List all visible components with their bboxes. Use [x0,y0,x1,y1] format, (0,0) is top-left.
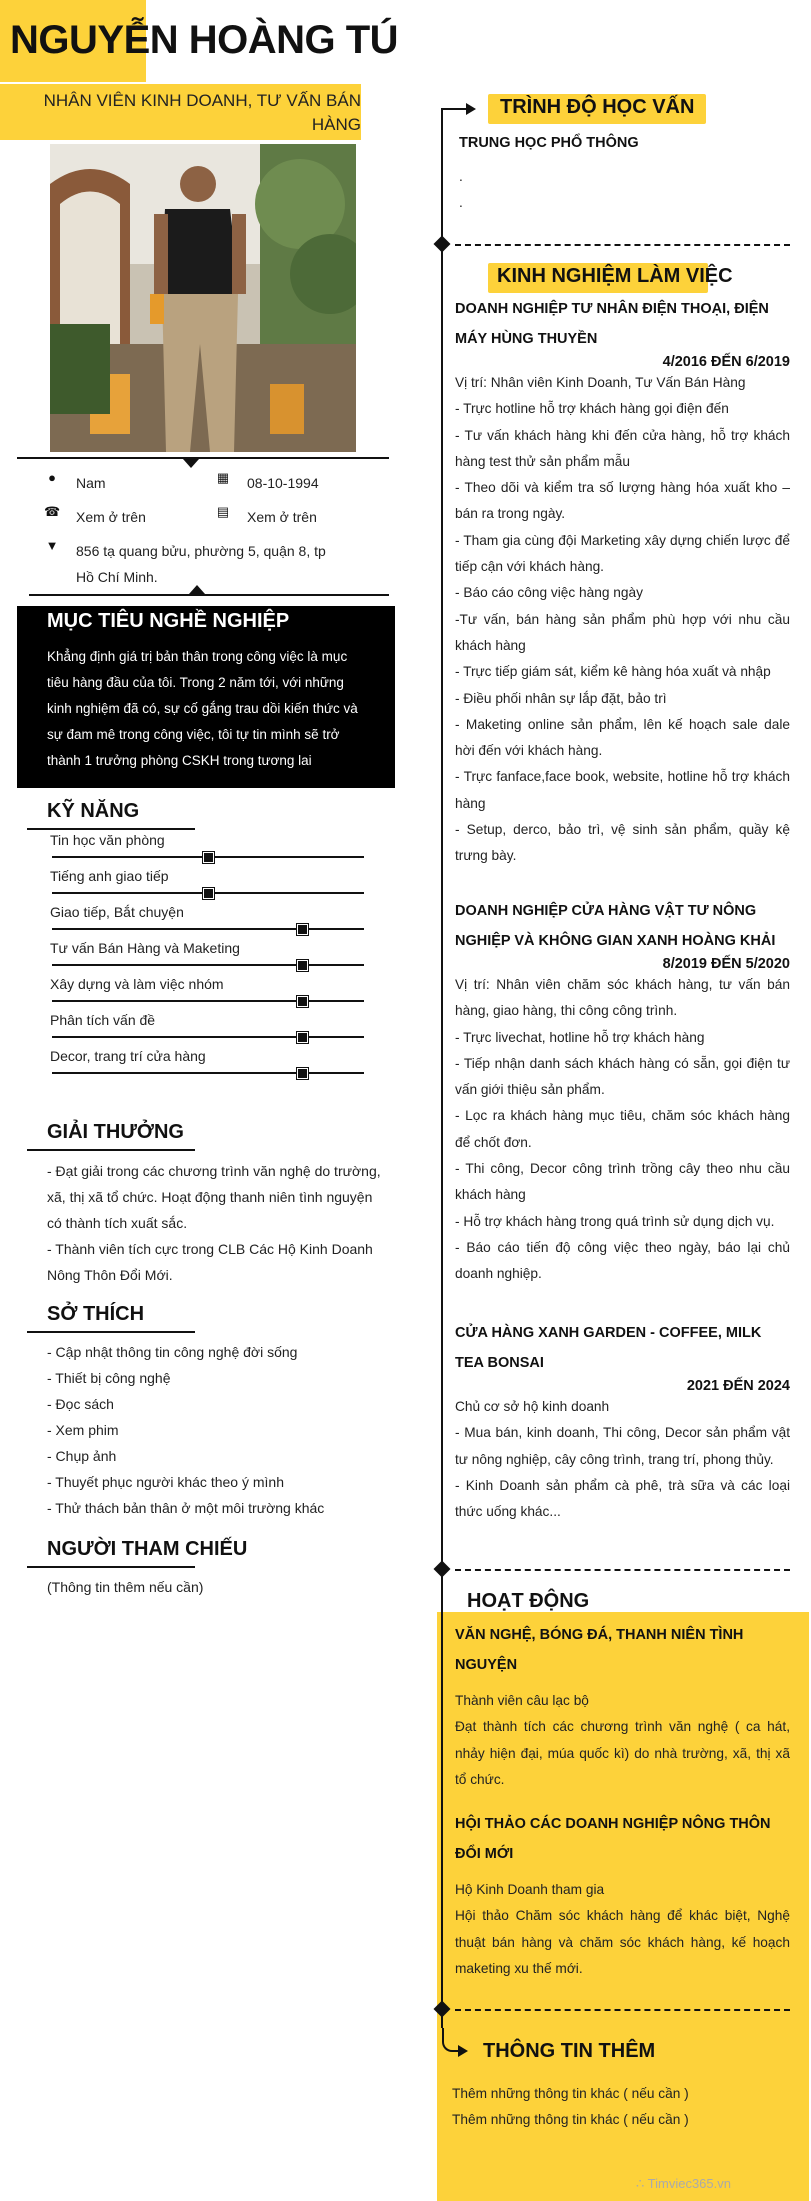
phone-icon: ☎ [44,504,61,519]
phone-value: Xem ở trên [76,509,146,525]
job-company: DOANH NGHIỆP CỬA HÀNG VẬT TƯ NÔNG NGHIỆP VÀ KHÔNG GIAN XANH HOÀNG KHẢI [455,903,776,949]
hobbies-title: SỞ THÍCH [47,1303,145,1325]
skill-track [52,1036,364,1038]
skill-track [52,1072,364,1074]
skill-label: Tin học văn phòng [50,832,165,848]
job-detail: - Mua bán, kinh doanh, Thi công, Decor sản phẩm vật tư nông nghiệp, cây công trình, trang trí, phong thủy. [455,1425,790,1467]
skill-track [52,964,364,966]
hobby-item: - Xem phim [47,1422,119,1438]
activity-heading: VĂN NGHỆ, BÓNG ĐÁ, THANH NIÊN TÌNH NGUYỆN [455,1627,744,1673]
more-info-line: Thêm những thông tin khác ( nếu cần ) [452,2112,689,2127]
skill-track [52,1000,364,1002]
skills-title: KỸ NĂNG [47,800,140,822]
address-value: 856 tạ quang bửu, phường 5, quận 8, tp Hồ Chí Minh. [76,543,326,585]
skill-label: Xây dựng và làm việc nhóm [50,976,224,992]
hobby-item: - Thiết bị công nghệ [47,1370,171,1386]
job-date: 8/2019 ĐẾN 5/2020 [662,956,790,972]
skill-label: Tiếng anh giao tiếp [50,868,169,884]
activity-entry [455,1809,790,1982]
activity-entry [455,1620,790,1793]
watermark [636,2176,731,2192]
timeline-node [434,236,451,253]
job-detail: - Tham gia cùng đội Marketing xây dựng chiến lược để tiếp cận với khách hàng. [455,532,790,575]
divider-pointer-up [189,585,205,594]
job-detail: - Điều phối nhân sự lắp đặt, bảo trì [455,690,667,706]
dots-icon: ∴ [636,2176,648,2191]
timeline-arrow [443,108,467,110]
awards-list [47,1158,383,1288]
skill-level-marker [297,996,308,1007]
activity-role: Thành viên câu lạc bộ [455,1693,589,1708]
job-company: DOANH NGHIỆP TƯ NHÂN ĐIỆN THOẠI, ĐIỆN MÁY HÙNG THUYỀN [455,301,769,347]
job-detail: - Kinh Doanh sản phẩm cà phê, trà sữa và các loại thức uống khác... [455,1477,790,1520]
hobbies-underline [27,1331,195,1333]
avatar [50,144,356,452]
job-detail: - Setup, derco, bảo trì, vệ sinh sản phẩm, quầy kệ trưng bày. [455,822,790,864]
job-detail: - Trực tiếp giám sát, kiểm kê hàng hóa xuất và nhập [455,664,771,680]
job-detail: - Trực fanface,face book, website, hotline hỗ trợ khách hàng [455,769,790,811]
divider-pointer [183,459,199,468]
more-info-line: Thêm những thông tin khác ( nếu cần ) [452,2086,689,2101]
job-detail: -Tư vấn, bán hàng sản phẩm phù hợp với nhu cầu khách hàng [455,611,790,653]
job-detail: - Hỗ trợ khách hàng trong quá trình sử dụng dịch vụ. [455,1213,775,1229]
objective-text: Khẳng định giá trị bản thân trong công việc là mục tiêu hàng đầu của tôi. Trong 2 năm tới, với những kinh nghiệm đã có, sự cố gắng trau dồi kiến thức và sự đam mê trong công việc, tôi tự tin mình sẽ trở thành 1 trưởng phòng CSKH trong tương lai [47,649,358,768]
job-detail: - Báo cáo tiến độ công việc theo ngày, báo lại chủ doanh nghiệp. [455,1239,790,1282]
references-title: NGƯỜI THAM CHIẾU [47,1538,248,1560]
experience-title: KINH NGHIỆM LÀM VIỆC [497,265,733,287]
skill-label: Phân tích vấn đề [50,1012,156,1028]
skill-label: Tư vấn Bán Hàng và Maketing [50,940,240,956]
activity-text: Hội thảo Chăm sóc khách hàng để khác biệt, Nghệ thuật bán hàng và chăm sóc khách hàng, kế hoạch maketing xu thế mới. [455,1908,790,1976]
job-detail: Vị trí: Nhân viên Kinh Doanh, Tư Vấn Bán Hàng [455,375,746,390]
email-value: Xem ở trên [247,509,317,525]
job-date: 4/2016 ĐẾN 6/2019 [662,354,790,370]
hobbies-list [47,1339,383,1521]
email-icon: ▤ [216,504,230,519]
awards-underline [27,1149,195,1151]
activity-text: Đạt thành tích các chương trình văn nghệ ( ca hát, nhảy hiện đại, múa quốc kì) do nhà trường, xã, thị xã tổ chức. [455,1719,790,1787]
education-line: . [459,195,463,210]
watermark-text: Timviec365.vn [647,2176,731,2191]
skill-level-marker [203,888,214,899]
skill-label: Decor, trang trí cửa hàng [50,1048,206,1064]
user-icon: ● [48,470,56,485]
section-divider [455,244,790,246]
activity-heading: HỘI THẢO CÁC DOANH NGHIỆP NÔNG THÔN ĐỔI MỚI [455,1816,771,1862]
skills-underline [27,828,195,830]
references-underline [27,1566,195,1568]
education-school: TRUNG HỌC PHỔ THÔNG [459,135,639,151]
skill-level-marker [297,924,308,935]
skill-track [52,928,364,930]
job-detail: Chủ cơ sở hộ kinh doanh [455,1399,610,1414]
references-text: (Thông tin thêm nếu cần) [47,1579,204,1595]
job-detail: - Thi công, Decor công trình trồng cây theo nhu cầu khách hàng [455,1161,790,1203]
info-bottom-divider [29,594,389,596]
timeline-node [434,1561,451,1578]
skill-level-marker [297,1032,308,1043]
objective-title: MỤC TIÊU NGHỀ NGHIỆP [47,610,290,632]
hobby-item: - Đọc sách [47,1396,114,1412]
skill-label: Giao tiếp, Bắt chuyện [50,904,184,920]
section-divider [455,1569,790,1571]
job-detail: - Maketing online sản phẩm, lên kế hoạch sale dale hời đến với khách hàng. [455,716,790,759]
location-icon: ▼ [45,538,59,553]
profile-photo [50,144,356,452]
job-entry [455,1318,790,1525]
job-detail: - Tư vấn khách hàng khi đến cửa hàng, hỗ trợ khách hàng test thử sản phẩm mẫu [455,427,790,469]
job-detail: - Trực livechat, hotline hỗ trợ khách hàng [455,1029,705,1045]
timeline-line [441,108,443,2028]
section-divider [455,2009,790,2011]
hobby-item: - Thử thách bản thân ở một môi trường khác [47,1500,325,1516]
activity-role: Hộ Kinh Doanh tham gia [455,1882,605,1897]
job-entry [455,896,790,1288]
education-title: TRÌNH ĐỘ HỌC VẤN [500,96,695,118]
candidate-name: NGUYỄN HOÀNG TÚ [10,18,399,62]
arrow-icon [458,2045,468,2057]
job-title: NHÂN VIÊN KINH DOANH, TƯ VẤN BÁN HÀNG [43,91,361,134]
job-detail: - Tiếp nhận danh sách khách hàng có sẵn, gọi điện tư vấn giới thiệu sản phẩm. [455,1055,790,1098]
activities-title: HOẠT ĐỘNG [467,1590,590,1612]
skill-level-marker [203,852,214,863]
skill-level-marker [297,960,308,971]
info-top-divider [17,457,389,459]
job-company: CỬA HÀNG XANH GARDEN - COFFEE, MILK TEA BONSAI [455,1325,762,1371]
birthday-value: 08-10-1994 [247,475,319,491]
hobby-item: - Cập nhật thông tin công nghệ đời sống [47,1344,298,1360]
education-line: . [459,169,463,184]
job-detail: - Theo dõi và kiểm tra số lượng hàng hóa xuất kho – bán ra trong ngày. [455,480,790,522]
job-date: 2021 ĐẾN 2024 [686,1378,790,1394]
job-entry [455,294,790,870]
hobby-item: - Thuyết phục người khác theo ý mình [47,1474,284,1490]
arrow-icon [466,103,476,115]
hobby-item: - Chụp ảnh [47,1448,117,1464]
more-info-title: THÔNG TIN THÊM [483,2040,656,2062]
job-detail: - Lọc ra khách hàng mục tiêu, chăm sóc khách hàng để chốt đơn. [455,1108,790,1150]
job-detail: - Trực hotline hỗ trợ khách hàng gọi điện đến [455,401,729,417]
awards-title: GIẢI THƯỞNG [47,1121,184,1143]
award-item: - Đạt giải trong các chương trình văn nghệ do trường, xã, thị xã tổ chức. Hoạt động thanh niên tình nguyện có thành tích xuất sắc. [47,1163,381,1231]
job-detail: Vị trí: Nhân viên chăm sóc khách hàng, tư vấn bán hàng, giao hàng, thi công công trình. [455,977,790,1019]
gender-value: Nam [76,475,106,491]
calendar-icon: ▦ [216,470,230,485]
job-detail: - Báo cáo công việc hàng ngày [455,585,643,601]
skill-level-marker [297,1068,308,1079]
award-item: - Thành viên tích cực trong CLB Các Hộ Kinh Doanh Nông Thôn Đổi Mới. [47,1241,373,1283]
